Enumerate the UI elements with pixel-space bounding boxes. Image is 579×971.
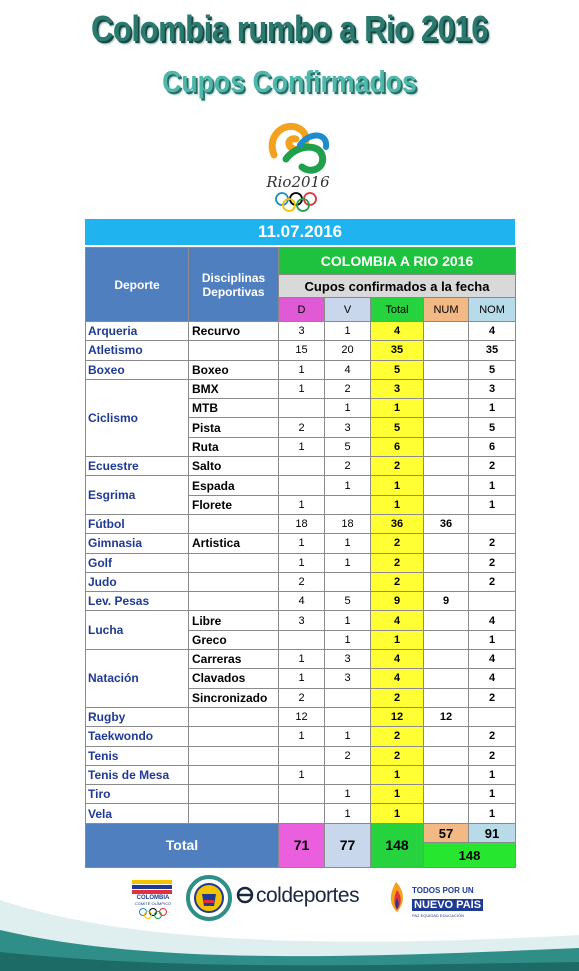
nom-cell: 1 — [469, 630, 516, 649]
total-cell: 9 — [371, 592, 424, 611]
discipline-cell: Carreras — [189, 650, 279, 669]
num-cell — [424, 765, 469, 784]
table-body — [86, 322, 516, 824]
num-cell — [424, 437, 469, 456]
sport-name: Ecuestre — [86, 457, 189, 476]
d-cell: 1 — [279, 534, 325, 553]
table-row — [86, 765, 516, 784]
num-cell — [424, 379, 469, 398]
sport-name: Ciclismo — [86, 379, 189, 456]
todos-line1: TODOS POR UN — [412, 886, 474, 895]
flame-icon — [386, 880, 408, 914]
table-row — [86, 785, 516, 804]
todos-por-un-nuevo-pais-logo — [386, 872, 486, 928]
total-cell: 4 — [371, 611, 424, 630]
v-cell: 3 — [325, 650, 371, 669]
num-cell: 12 — [424, 707, 469, 726]
table-row — [86, 360, 516, 379]
table-row — [86, 322, 516, 341]
table-row — [86, 457, 516, 476]
coc-logo — [128, 872, 178, 928]
nom-cell: 1 — [469, 785, 516, 804]
sport-name: Vela — [86, 804, 189, 823]
total-cell: 2 — [371, 688, 424, 707]
cupos-table — [85, 247, 516, 868]
table-row — [86, 707, 516, 726]
table-row — [86, 727, 516, 746]
discipline-cell: Libre — [189, 611, 279, 630]
nom-cell: 2 — [469, 457, 516, 476]
nom-cell: 1 — [469, 399, 516, 418]
num-cell — [424, 611, 469, 630]
discipline-cell — [189, 785, 279, 804]
total-cell: 1 — [371, 785, 424, 804]
discipline-cell: Artistica — [189, 534, 279, 553]
num-cell — [424, 804, 469, 823]
discipline-cell: Clavados — [189, 669, 279, 688]
v-cell: 1 — [325, 804, 371, 823]
header-d: D — [279, 298, 325, 322]
sport-name: Gimnasia — [86, 534, 189, 553]
discipline-cell: Florete — [189, 495, 279, 514]
num-cell — [424, 341, 469, 360]
d-cell: 1 — [279, 379, 325, 398]
num-cell: 9 — [424, 592, 469, 611]
d-cell: 3 — [279, 611, 325, 630]
total-label: Total — [86, 823, 279, 867]
discipline-cell: Sincronizado — [189, 688, 279, 707]
nom-cell — [469, 707, 516, 726]
discipline-cell: Espada — [189, 476, 279, 495]
d-cell — [279, 746, 325, 765]
v-cell: 5 — [325, 437, 371, 456]
v-cell: 1 — [325, 611, 371, 630]
d-cell — [279, 804, 325, 823]
discipline-cell: Salto — [189, 457, 279, 476]
header-disciplinas-line2: Deportivas — [202, 284, 265, 299]
v-cell: 3 — [325, 418, 371, 437]
v-cell: 1 — [325, 630, 371, 649]
v-cell: 1 — [325, 785, 371, 804]
nom-cell: 35 — [469, 341, 516, 360]
total-cell: 1 — [371, 804, 424, 823]
d-cell: 1 — [279, 650, 325, 669]
total-cell: 35 — [371, 341, 424, 360]
d-cell: 2 — [279, 688, 325, 707]
num-cell — [424, 534, 469, 553]
discipline-cell — [189, 592, 279, 611]
v-cell: 1 — [325, 534, 371, 553]
header-disciplinas — [189, 248, 279, 322]
d-cell: 15 — [279, 341, 325, 360]
num-cell — [424, 476, 469, 495]
total-sum: 148 — [424, 843, 516, 867]
v-cell — [325, 495, 371, 514]
v-cell: 1 — [325, 553, 371, 572]
d-cell: 1 — [279, 437, 325, 456]
num-cell — [424, 553, 469, 572]
total-cell: 1 — [371, 476, 424, 495]
num-cell — [424, 322, 469, 341]
total-cell: 6 — [371, 437, 424, 456]
v-cell: 2 — [325, 746, 371, 765]
table-row — [86, 534, 516, 553]
table-row — [86, 572, 516, 591]
num-cell — [424, 457, 469, 476]
num-cell — [424, 727, 469, 746]
nom-cell: 4 — [469, 322, 516, 341]
nom-cell: 5 — [469, 360, 516, 379]
table-row — [86, 514, 516, 533]
num-cell — [424, 785, 469, 804]
table-row — [86, 553, 516, 572]
d-cell: 12 — [279, 707, 325, 726]
total-cell: 4 — [371, 669, 424, 688]
d-cell: 4 — [279, 592, 325, 611]
nom-cell: 4 — [469, 611, 516, 630]
total-cell: 36 — [371, 514, 424, 533]
discipline-cell — [189, 514, 279, 533]
nom-cell: 1 — [469, 476, 516, 495]
total-cell: 4 — [371, 650, 424, 669]
discipline-cell — [189, 746, 279, 765]
total-num: 57 — [424, 823, 469, 843]
table-row — [86, 341, 516, 360]
todos-line2: NUEVO PAÍS — [414, 899, 482, 911]
table-row — [86, 650, 516, 669]
rio2016-logo — [256, 115, 340, 215]
colombia-seal-logo — [186, 872, 232, 928]
header-group-title: COLOMBIA A RIO 2016 — [279, 248, 516, 275]
sport-name: Tenis — [86, 746, 189, 765]
num-cell — [424, 399, 469, 418]
discipline-cell: Pista — [189, 418, 279, 437]
num-cell — [424, 360, 469, 379]
d-cell: 1 — [279, 553, 325, 572]
header-v: V — [325, 298, 371, 322]
v-cell: 1 — [325, 322, 371, 341]
d-cell: 1 — [279, 495, 325, 514]
v-cell: 1 — [325, 476, 371, 495]
nom-cell: 4 — [469, 650, 516, 669]
discipline-cell: Greco — [189, 630, 279, 649]
total-cell: 4 — [371, 322, 424, 341]
sport-name: Lev. Pesas — [86, 592, 189, 611]
rio-logo-text: Rio2016 — [266, 173, 330, 191]
total-cell: 5 — [371, 360, 424, 379]
d-cell — [279, 476, 325, 495]
nom-cell — [469, 514, 516, 533]
total-cell: 1 — [371, 630, 424, 649]
discipline-cell — [189, 572, 279, 591]
num-cell — [424, 650, 469, 669]
total-cell: 1 — [371, 765, 424, 784]
page-subtitle: Cupos Confirmados — [162, 64, 417, 99]
todos-line3: PAZ EQUIDAD EDUCACIÓN — [412, 913, 464, 918]
nom-cell: 2 — [469, 746, 516, 765]
num-cell — [424, 495, 469, 514]
v-cell: 1 — [325, 727, 371, 746]
discipline-cell: Recurvo — [189, 322, 279, 341]
num-cell: 36 — [424, 514, 469, 533]
sport-name: Esgrima — [86, 476, 189, 515]
discipline-cell — [189, 341, 279, 360]
v-cell: 4 — [325, 360, 371, 379]
total-cell: 2 — [371, 534, 424, 553]
table-row — [86, 379, 516, 398]
nom-cell: 5 — [469, 418, 516, 437]
v-cell: 2 — [325, 457, 371, 476]
total-cell: 3 — [371, 379, 424, 398]
total-d: 71 — [279, 823, 325, 867]
nom-cell: 2 — [469, 688, 516, 707]
page-title: Colombia rumbo a Rio 2016 — [91, 8, 488, 49]
table-row — [86, 746, 516, 765]
d-cell: 2 — [279, 418, 325, 437]
sport-name: Tiro — [86, 785, 189, 804]
header-num: NUM — [424, 298, 469, 322]
d-cell — [279, 630, 325, 649]
v-cell — [325, 688, 371, 707]
discipline-cell: Ruta — [189, 437, 279, 456]
nom-cell: 2 — [469, 727, 516, 746]
total-cell: 2 — [371, 553, 424, 572]
d-cell — [279, 785, 325, 804]
sport-name: Boxeo — [86, 360, 189, 379]
num-cell — [424, 746, 469, 765]
table-row — [86, 592, 516, 611]
v-cell — [325, 707, 371, 726]
sport-name: Judo — [86, 572, 189, 591]
total-cell: 1 — [371, 399, 424, 418]
discipline-cell — [189, 727, 279, 746]
v-cell: 18 — [325, 514, 371, 533]
v-cell: 2 — [325, 379, 371, 398]
discipline-cell — [189, 765, 279, 784]
discipline-cell — [189, 804, 279, 823]
total-cell: 12 — [371, 707, 424, 726]
v-cell — [325, 765, 371, 784]
total-v: 77 — [325, 823, 371, 867]
nom-cell: 1 — [469, 765, 516, 784]
header-deporte: Deporte — [86, 248, 189, 322]
d-cell — [279, 399, 325, 418]
d-cell: 3 — [279, 322, 325, 341]
nom-cell: 4 — [469, 669, 516, 688]
sport-name: Rugby — [86, 707, 189, 726]
coc-sub: COMITÉ OLÍMPICO — [134, 901, 172, 906]
num-cell — [424, 572, 469, 591]
sport-name: Atletismo — [86, 341, 189, 360]
table-row — [86, 804, 516, 823]
discipline-cell: MTB — [189, 399, 279, 418]
discipline-cell — [189, 707, 279, 726]
num-cell — [424, 418, 469, 437]
header-disciplinas-line1: Disciplinas — [201, 270, 266, 285]
nom-cell: 3 — [469, 379, 516, 398]
date-bar: 11.07.2016 — [85, 219, 515, 245]
total-cell: 2 — [371, 727, 424, 746]
coldeportes-text: coldeportes — [256, 884, 360, 907]
olympic-rings-icon — [128, 907, 178, 919]
discipline-cell: Boxeo — [189, 360, 279, 379]
nom-cell: 2 — [469, 572, 516, 591]
table-row — [86, 476, 516, 495]
v-cell: 5 — [325, 592, 371, 611]
total-cell: 5 — [371, 418, 424, 437]
v-cell: 3 — [325, 669, 371, 688]
d-cell: 1 — [279, 765, 325, 784]
d-cell: 2 — [279, 572, 325, 591]
num-cell — [424, 630, 469, 649]
discipline-cell — [189, 553, 279, 572]
total-cell: 2 — [371, 572, 424, 591]
nom-cell: 1 — [469, 804, 516, 823]
coldeportes-logo — [236, 884, 376, 940]
total-nom: 91 — [469, 823, 516, 843]
total-cell: 2 — [371, 746, 424, 765]
seal-icon — [186, 872, 232, 924]
num-cell — [424, 669, 469, 688]
d-cell: 1 — [279, 727, 325, 746]
d-cell: 1 — [279, 360, 325, 379]
header-nom: NOM — [469, 298, 516, 322]
sport-name: Natación — [86, 650, 189, 708]
header-total: Total — [371, 298, 424, 322]
sport-name: Tenis de Mesa — [86, 765, 189, 784]
v-cell: 20 — [325, 341, 371, 360]
sport-name: Golf — [86, 553, 189, 572]
coc-label: COLOMBIA — [136, 895, 170, 901]
v-cell — [325, 572, 371, 591]
d-cell: 1 — [279, 669, 325, 688]
sponsor-logos — [120, 872, 480, 928]
sport-name: Fútbol — [86, 514, 189, 533]
nom-cell: 6 — [469, 437, 516, 456]
d-cell — [279, 457, 325, 476]
sport-name: Arqueria — [86, 322, 189, 341]
nom-cell: 2 — [469, 553, 516, 572]
total-cell: 1 — [371, 495, 424, 514]
nom-cell: 1 — [469, 495, 516, 514]
sport-name: Taekwondo — [86, 727, 189, 746]
d-cell: 18 — [279, 514, 325, 533]
header-group-subtitle: Cupos confirmados a la fecha — [279, 275, 516, 298]
num-cell — [424, 688, 469, 707]
nom-cell — [469, 592, 516, 611]
total-total: 148 — [371, 823, 424, 867]
v-cell: 1 — [325, 399, 371, 418]
nom-cell: 2 — [469, 534, 516, 553]
table-row — [86, 611, 516, 630]
coldeportes-mark-icon — [236, 886, 256, 904]
total-cell: 2 — [371, 457, 424, 476]
discipline-cell: BMX — [189, 379, 279, 398]
sport-name: Lucha — [86, 611, 189, 650]
